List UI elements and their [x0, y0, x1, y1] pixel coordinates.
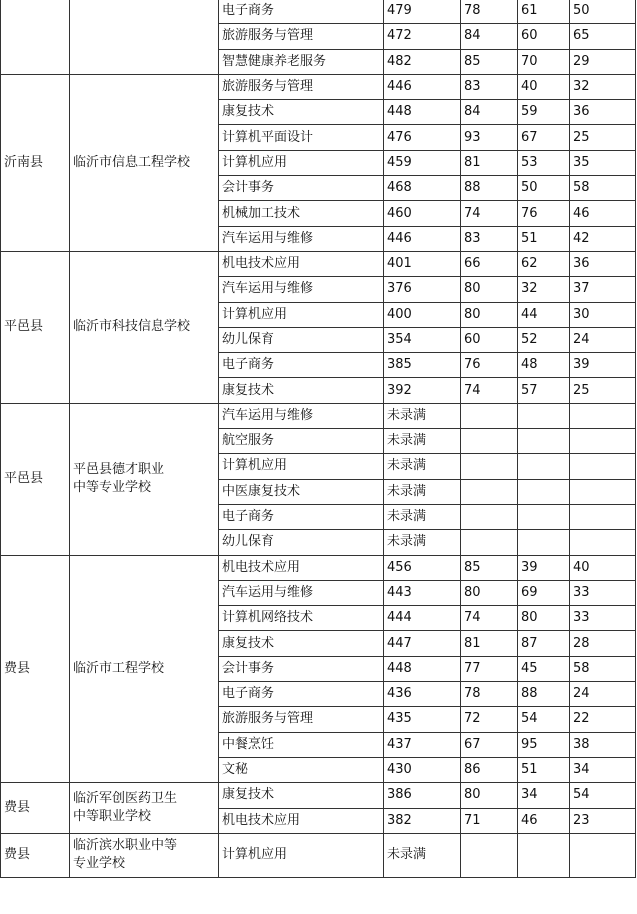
value-cell: 50 — [518, 176, 570, 201]
major-cell: 幼儿保育 — [219, 530, 384, 555]
table-row — [1, 833, 636, 877]
major-cell: 旅游服务与管理 — [219, 707, 384, 732]
value-cell: 80 — [461, 783, 518, 808]
score-cell: 479 — [384, 0, 461, 24]
score-cell: 未录满 — [384, 479, 461, 504]
value-cell — [518, 429, 570, 454]
major-cell: 汽车运用与维修 — [219, 580, 384, 605]
value-cell — [518, 479, 570, 504]
table-row — [1, 74, 636, 99]
score-cell: 446 — [384, 74, 461, 99]
value-cell: 24 — [570, 682, 636, 707]
score-cell: 430 — [384, 757, 461, 782]
value-cell — [570, 454, 636, 479]
score-cell: 385 — [384, 353, 461, 378]
major-cell: 康复技术 — [219, 378, 384, 403]
major-cell: 电子商务 — [219, 0, 384, 24]
school-cell: 临沂军创医药卫生 中等职业学校 — [70, 783, 219, 834]
value-cell: 51 — [518, 757, 570, 782]
school-cell: 临沂滨水职业中等 专业学校 — [70, 833, 219, 877]
value-cell: 80 — [461, 277, 518, 302]
score-cell: 448 — [384, 100, 461, 125]
value-cell: 35 — [570, 150, 636, 175]
county-cell: 平邑县 — [1, 403, 70, 555]
value-cell — [518, 454, 570, 479]
value-cell: 77 — [461, 656, 518, 681]
value-cell: 85 — [461, 555, 518, 580]
value-cell: 54 — [518, 707, 570, 732]
table-row — [1, 251, 636, 276]
county-cell — [1, 0, 70, 74]
value-cell: 46 — [518, 808, 570, 833]
value-cell: 88 — [461, 176, 518, 201]
major-cell: 幼儿保育 — [219, 327, 384, 352]
score-cell: 354 — [384, 327, 461, 352]
major-cell: 机电技术应用 — [219, 251, 384, 276]
school-cell: 临沂市工程学校 — [70, 555, 219, 783]
score-cell: 未录满 — [384, 530, 461, 555]
value-cell: 33 — [570, 606, 636, 631]
table-body — [1, 0, 636, 877]
score-cell: 443 — [384, 580, 461, 605]
value-cell: 67 — [461, 732, 518, 757]
value-cell: 60 — [518, 24, 570, 49]
value-cell: 81 — [461, 631, 518, 656]
score-cell: 447 — [384, 631, 461, 656]
value-cell: 46 — [570, 201, 636, 226]
major-cell: 计算机应用 — [219, 150, 384, 175]
value-cell: 67 — [518, 125, 570, 150]
major-cell: 计算机网络技术 — [219, 606, 384, 631]
major-cell: 文秘 — [219, 757, 384, 782]
county-cell: 费县 — [1, 783, 70, 834]
major-cell: 旅游服务与管理 — [219, 24, 384, 49]
table-row — [1, 783, 636, 808]
value-cell: 78 — [461, 0, 518, 24]
value-cell: 25 — [570, 125, 636, 150]
value-cell: 59 — [518, 100, 570, 125]
value-cell — [570, 530, 636, 555]
score-cell: 459 — [384, 150, 461, 175]
value-cell: 66 — [461, 251, 518, 276]
value-cell: 74 — [461, 378, 518, 403]
major-cell: 电子商务 — [219, 353, 384, 378]
table-row — [1, 555, 636, 580]
score-cell: 未录满 — [384, 454, 461, 479]
value-cell: 84 — [461, 24, 518, 49]
county-cell: 费县 — [1, 555, 70, 783]
school-cell — [70, 0, 219, 74]
value-cell: 58 — [570, 656, 636, 681]
value-cell: 39 — [570, 353, 636, 378]
score-cell: 未录满 — [384, 833, 461, 877]
value-cell: 45 — [518, 656, 570, 681]
score-cell: 382 — [384, 808, 461, 833]
major-cell: 会计事务 — [219, 656, 384, 681]
score-cell: 476 — [384, 125, 461, 150]
score-cell: 未录满 — [384, 403, 461, 428]
value-cell — [461, 530, 518, 555]
value-cell: 83 — [461, 226, 518, 251]
score-cell: 未录满 — [384, 504, 461, 529]
value-cell: 81 — [461, 150, 518, 175]
value-cell — [461, 504, 518, 529]
county-cell: 费县 — [1, 833, 70, 877]
value-cell: 22 — [570, 707, 636, 732]
value-cell — [461, 403, 518, 428]
value-cell — [518, 833, 570, 877]
major-cell: 会计事务 — [219, 176, 384, 201]
value-cell: 80 — [461, 302, 518, 327]
school-cell: 临沂市信息工程学校 — [70, 74, 219, 251]
major-cell: 智慧健康养老服务 — [219, 49, 384, 74]
value-cell — [518, 530, 570, 555]
value-cell: 76 — [461, 353, 518, 378]
major-cell: 旅游服务与管理 — [219, 74, 384, 99]
value-cell: 42 — [570, 226, 636, 251]
value-cell: 86 — [461, 757, 518, 782]
major-cell: 机械加工技术 — [219, 201, 384, 226]
major-cell: 电子商务 — [219, 504, 384, 529]
value-cell — [570, 479, 636, 504]
value-cell: 30 — [570, 302, 636, 327]
school-cell: 临沂市科技信息学校 — [70, 251, 219, 403]
value-cell — [518, 403, 570, 428]
score-cell: 未录满 — [384, 429, 461, 454]
score-cell: 482 — [384, 49, 461, 74]
value-cell: 40 — [570, 555, 636, 580]
value-cell: 54 — [570, 783, 636, 808]
value-cell: 53 — [518, 150, 570, 175]
value-cell — [461, 479, 518, 504]
value-cell: 34 — [570, 757, 636, 782]
score-cell: 448 — [384, 656, 461, 681]
major-cell: 汽车运用与维修 — [219, 403, 384, 428]
major-cell: 中医康复技术 — [219, 479, 384, 504]
score-cell: 468 — [384, 176, 461, 201]
major-cell: 计算机平面设计 — [219, 125, 384, 150]
value-cell: 23 — [570, 808, 636, 833]
value-cell: 33 — [570, 580, 636, 605]
score-cell: 444 — [384, 606, 461, 631]
value-cell: 44 — [518, 302, 570, 327]
value-cell — [570, 429, 636, 454]
score-cell: 436 — [384, 682, 461, 707]
major-cell: 汽车运用与维修 — [219, 277, 384, 302]
major-cell: 汽车运用与维修 — [219, 226, 384, 251]
value-cell: 85 — [461, 49, 518, 74]
major-cell: 康复技术 — [219, 783, 384, 808]
value-cell: 37 — [570, 277, 636, 302]
value-cell: 72 — [461, 707, 518, 732]
county-cell: 平邑县 — [1, 251, 70, 403]
major-cell: 康复技术 — [219, 100, 384, 125]
value-cell: 25 — [570, 378, 636, 403]
value-cell: 93 — [461, 125, 518, 150]
score-cell: 437 — [384, 732, 461, 757]
value-cell: 65 — [570, 24, 636, 49]
value-cell: 39 — [518, 555, 570, 580]
table-row — [1, 0, 636, 24]
value-cell: 76 — [518, 201, 570, 226]
value-cell: 80 — [518, 606, 570, 631]
major-cell: 电子商务 — [219, 682, 384, 707]
score-cell: 400 — [384, 302, 461, 327]
value-cell — [461, 833, 518, 877]
value-cell: 51 — [518, 226, 570, 251]
value-cell: 50 — [570, 0, 636, 24]
value-cell: 87 — [518, 631, 570, 656]
value-cell: 74 — [461, 606, 518, 631]
value-cell — [461, 429, 518, 454]
value-cell — [570, 403, 636, 428]
value-cell — [461, 454, 518, 479]
value-cell: 48 — [518, 353, 570, 378]
value-cell: 95 — [518, 732, 570, 757]
value-cell: 70 — [518, 49, 570, 74]
major-cell: 计算机应用 — [219, 833, 384, 877]
value-cell: 84 — [461, 100, 518, 125]
value-cell: 34 — [518, 783, 570, 808]
score-cell: 401 — [384, 251, 461, 276]
score-cell: 460 — [384, 201, 461, 226]
value-cell: 88 — [518, 682, 570, 707]
value-cell — [570, 833, 636, 877]
value-cell: 52 — [518, 327, 570, 352]
score-cell: 446 — [384, 226, 461, 251]
major-cell: 中餐烹饪 — [219, 732, 384, 757]
value-cell: 60 — [461, 327, 518, 352]
county-cell: 沂南县 — [1, 74, 70, 251]
score-cell: 376 — [384, 277, 461, 302]
value-cell — [570, 504, 636, 529]
table-row — [1, 403, 636, 428]
school-cell: 平邑县德才职业 中等专业学校 — [70, 403, 219, 555]
value-cell: 74 — [461, 201, 518, 226]
major-cell: 计算机应用 — [219, 454, 384, 479]
value-cell: 62 — [518, 251, 570, 276]
value-cell: 57 — [518, 378, 570, 403]
value-cell: 32 — [570, 74, 636, 99]
value-cell: 32 — [518, 277, 570, 302]
value-cell: 78 — [461, 682, 518, 707]
value-cell: 71 — [461, 808, 518, 833]
score-cell: 392 — [384, 378, 461, 403]
value-cell: 80 — [461, 580, 518, 605]
major-cell: 机电技术应用 — [219, 555, 384, 580]
value-cell: 36 — [570, 100, 636, 125]
value-cell: 36 — [570, 251, 636, 276]
value-cell: 58 — [570, 176, 636, 201]
value-cell: 83 — [461, 74, 518, 99]
score-cell: 472 — [384, 24, 461, 49]
score-cell: 456 — [384, 555, 461, 580]
value-cell: 69 — [518, 580, 570, 605]
value-cell — [518, 504, 570, 529]
value-cell: 24 — [570, 327, 636, 352]
value-cell: 28 — [570, 631, 636, 656]
value-cell: 38 — [570, 732, 636, 757]
value-cell: 40 — [518, 74, 570, 99]
major-cell: 机电技术应用 — [219, 808, 384, 833]
value-cell: 29 — [570, 49, 636, 74]
score-cell: 386 — [384, 783, 461, 808]
major-cell: 康复技术 — [219, 631, 384, 656]
score-cell: 435 — [384, 707, 461, 732]
major-cell: 计算机应用 — [219, 302, 384, 327]
value-cell: 61 — [518, 0, 570, 24]
major-cell: 航空服务 — [219, 429, 384, 454]
